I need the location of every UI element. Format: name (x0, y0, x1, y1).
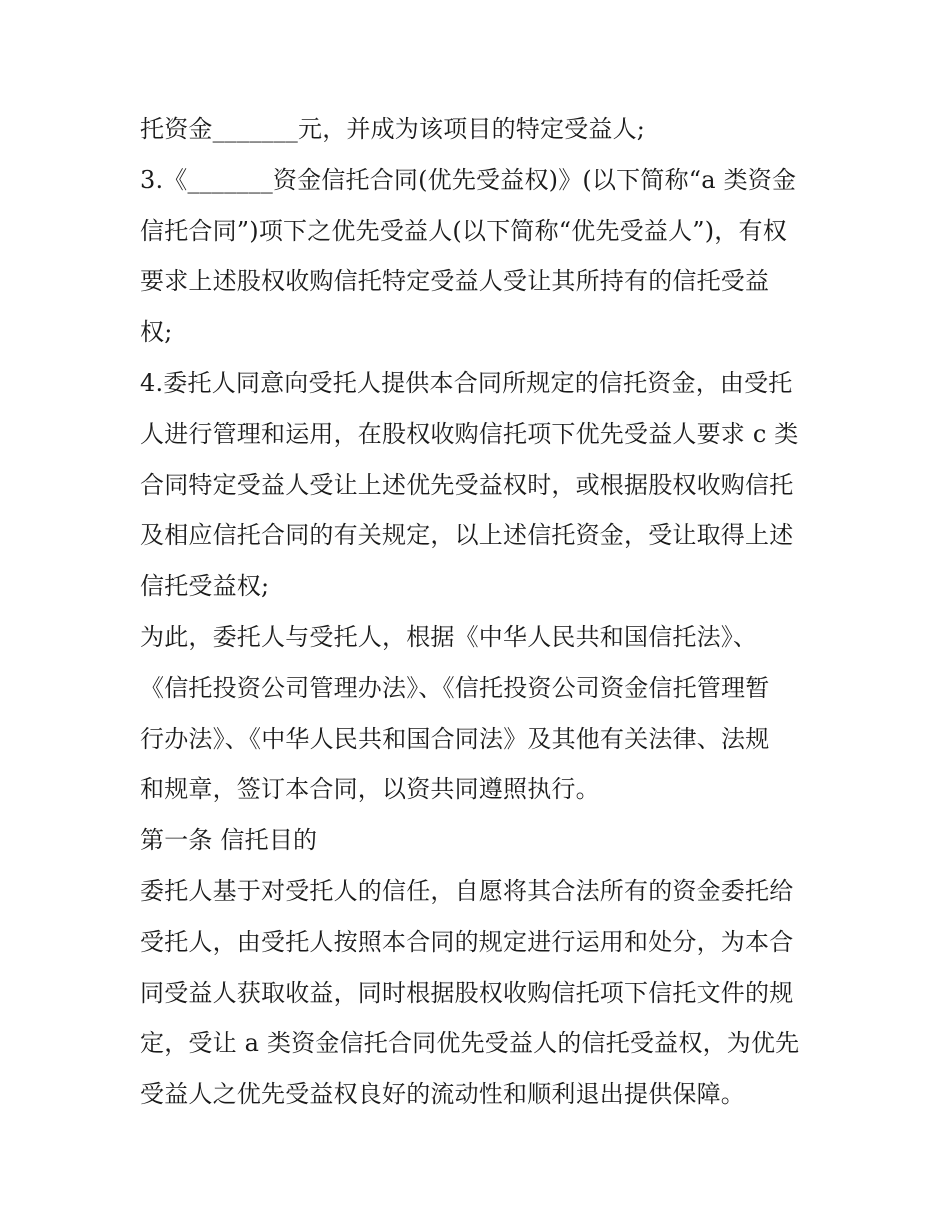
document-body (140, 104, 820, 1120)
text-line: 3.《_______资金信托合同(优先受益权)》(以下简称“a 类资金 (140, 165, 797, 194)
text-line: 4.委托人同意向受托人提供本合同所规定的信托资金，由受托 (140, 368, 793, 397)
text-line: 及相应信托合同的有关规定，以上述信托资金，受让取得上述 (140, 521, 794, 550)
text-line: 要求上述股权收购信托特定受益人受让其所持有的信托受益 (140, 267, 770, 296)
text-line: 委托人基于对受托人的信任，自愿将其合法所有的资金委托给 (140, 876, 794, 905)
text-line: 受益人之优先受益权良好的流动性和顺利退出提供保障。 (140, 1080, 745, 1109)
text-line: 为此，委托人与受托人，根据《中华人民共和国信托法》、 (140, 622, 758, 651)
text-line: 行办法》、《中华人民共和国合同法》及其他有关法律、法规 (140, 724, 770, 753)
text-line: 《信托投资公司管理办法》、《信托投资公司资金信托管理暂 (140, 673, 770, 702)
text-line: 人进行管理和运用，在股权收购信托项下优先受益人要求 c 类 (140, 419, 799, 448)
text-line: 受托人，由受托人按照本合同的规定进行运用和处分，为本合 (140, 927, 794, 956)
section-heading: 第一条 信托目的 (140, 826, 318, 855)
text-line: 定，受让 a 类资金信托合同优先受益人的信托受益权，为优先 (140, 1029, 800, 1058)
text-line: 信托合同”)项下之优先受益人(以下简称“优先受益人”)，有权 (140, 216, 787, 245)
text-line: 同受益人获取收益，同时根据股权收购信托项下信托文件的规 (140, 978, 794, 1007)
text-line: 托资金_______元，并成为该项目的特定受益人; (140, 115, 646, 143)
text-line: 信托受益权; (140, 572, 270, 601)
text-line: 和规章，签订本合同，以资共同遵照执行。 (140, 775, 600, 804)
text-line: 合同特定受益人受让上述优先受益权时，或根据股权收购信托 (140, 470, 794, 499)
text-line: 权; (140, 318, 173, 347)
